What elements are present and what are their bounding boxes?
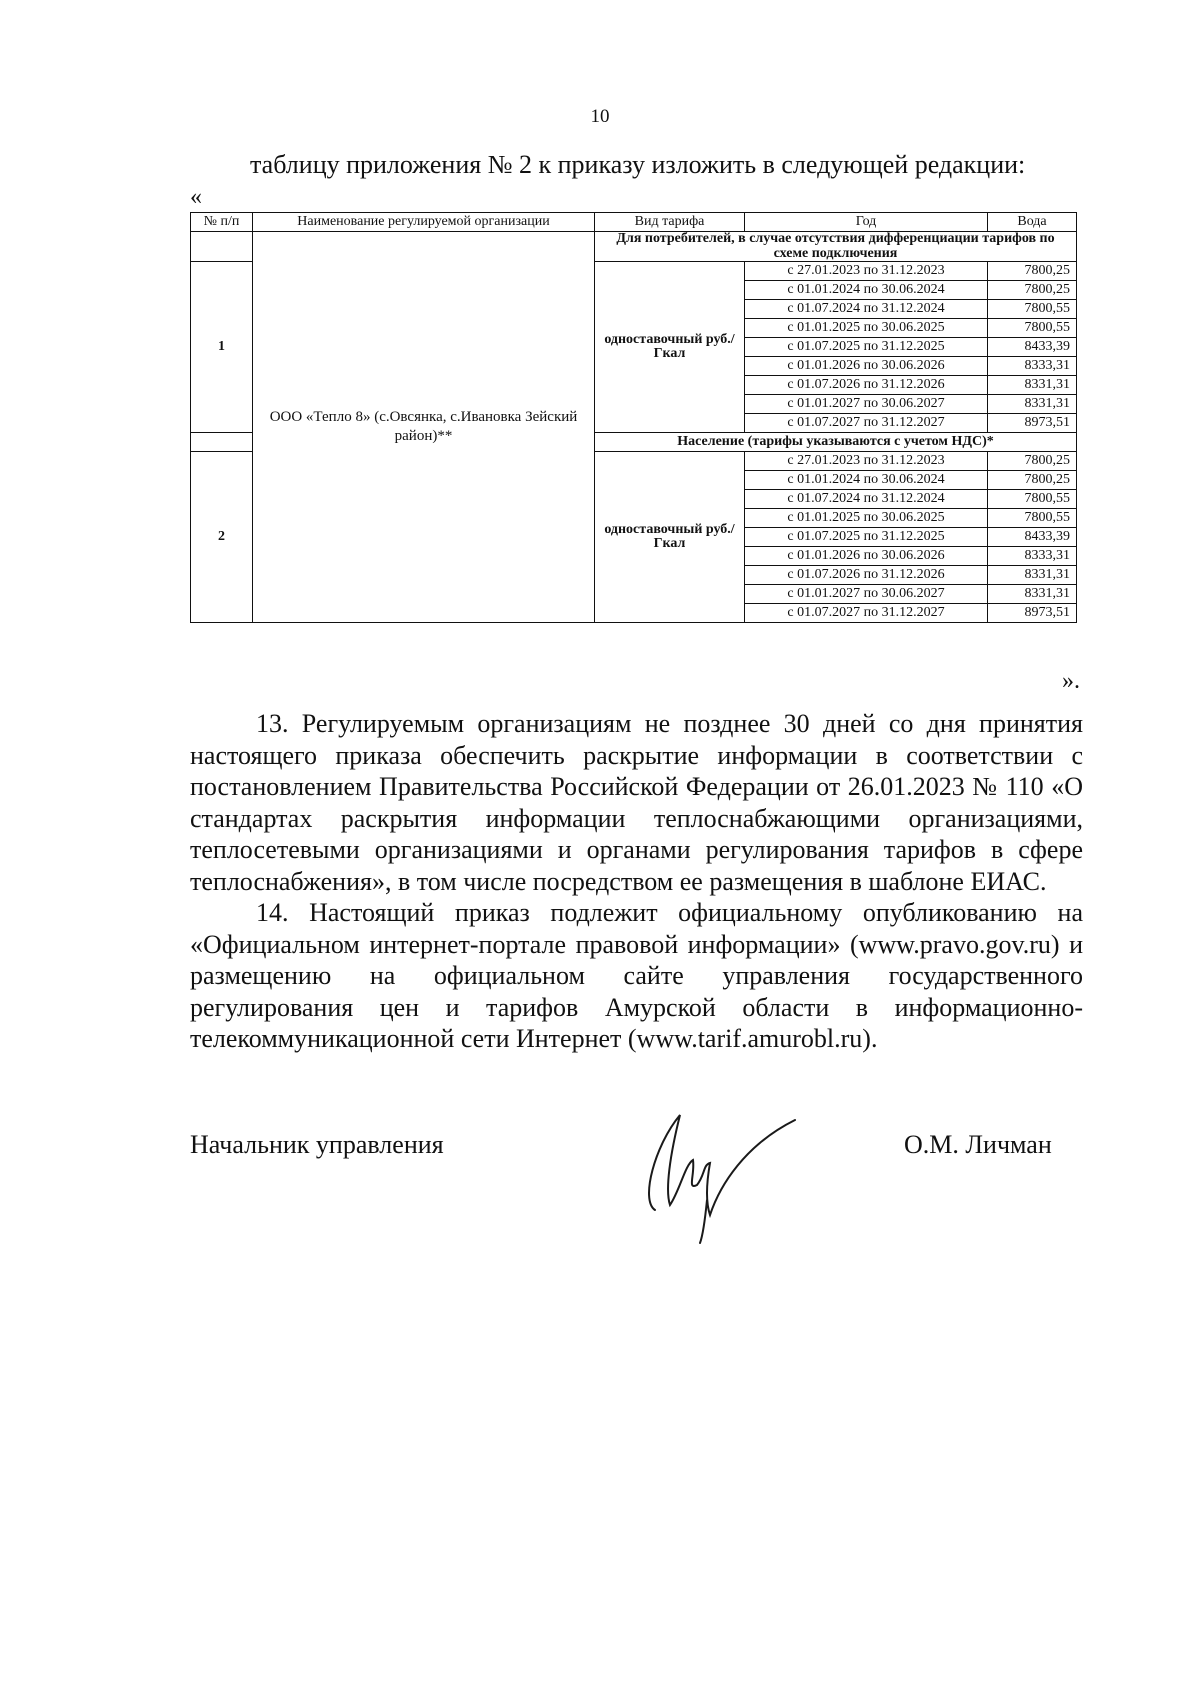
header-water: Вода (988, 213, 1077, 232)
period-cell: с 01.07.2024 по 31.12.2024 (745, 490, 988, 509)
water-value-cell: 7800,55 (988, 300, 1077, 319)
signatory-name: О.М. Личман (904, 1130, 1052, 1159)
period-cell: с 01.07.2026 по 31.12.2026 (745, 566, 988, 585)
header-organization: Наименование регулируемой организации (253, 213, 595, 232)
period-cell: с 01.01.2026 по 30.06.2026 (745, 547, 988, 566)
water-value-cell: 8333,31 (988, 547, 1077, 566)
number-cell-empty (191, 232, 253, 262)
group-heading: Население (тарифы указываются с учетом НДС)* (595, 433, 1077, 452)
period-cell: с 01.07.2026 по 31.12.2026 (745, 376, 988, 395)
period-cell: с 01.01.2026 по 30.06.2026 (745, 357, 988, 376)
water-value-cell: 7800,25 (988, 262, 1077, 281)
period-cell: с 01.01.2025 по 30.06.2025 (745, 509, 988, 528)
water-value-cell: 8333,31 (988, 357, 1077, 376)
header-number: № п/п (191, 213, 253, 232)
water-value-cell: 8331,31 (988, 585, 1077, 604)
period-cell: с 01.01.2025 по 30.06.2025 (745, 319, 988, 338)
row-number: 2 (191, 452, 253, 623)
organization-cell: ООО «Тепло 8» (с.Овсянка, с.Ивановка Зейский район)** (253, 232, 595, 623)
order-paragraphs (190, 708, 1083, 1055)
water-value-cell: 8973,51 (988, 604, 1077, 623)
period-cell: с 01.07.2025 по 31.12.2025 (745, 528, 988, 547)
period-cell: с 01.07.2027 по 31.12.2027 (745, 604, 988, 623)
page-number: 10 (590, 106, 610, 127)
quote-close: ». (1062, 668, 1080, 694)
period-cell: с 01.07.2024 по 31.12.2024 (745, 300, 988, 319)
water-value-cell: 7800,55 (988, 490, 1077, 509)
table-header-row (191, 213, 1077, 232)
water-value-cell: 7800,25 (988, 471, 1077, 490)
water-value-cell: 8331,31 (988, 566, 1077, 585)
intro-text: таблицу приложения № 2 к приказу изложить в следующей редакции: (250, 150, 1026, 179)
tariff-type-cell: одноставочный руб./Гкал (595, 452, 745, 623)
water-value-cell: 8973,51 (988, 414, 1077, 433)
group-heading-row (191, 232, 1077, 262)
group-heading: Для потребителей, в случае отсутствия дифференциации тарифов по схеме подключения (595, 232, 1077, 262)
period-cell: с 01.01.2027 по 30.06.2027 (745, 585, 988, 604)
header-tariff-type: Вид тарифа (595, 213, 745, 232)
water-value-cell: 8433,39 (988, 338, 1077, 357)
period-cell: с 27.01.2023 по 31.12.2023 (745, 452, 988, 471)
water-value-cell: 8331,31 (988, 395, 1077, 414)
handwritten-signature (635, 1105, 825, 1245)
water-value-cell: 8433,39 (988, 528, 1077, 547)
water-value-cell: 7800,25 (988, 452, 1077, 471)
tariff-type-cell: одноставочный руб./Гкал (595, 262, 745, 433)
paragraph-13: 13. Регулируемым организациям не позднее 30 дней со дня принятия настоящего приказа обеспечить раскрытие информации в соответствии с постановлением Правительства Российской Федерации от 26.01.2023 № 110 «О стандартах раскрытия информации теплоснабжающими организациями, теплосетевыми организациями и органами регулирования тарифов в сфере теплоснабжения», в том числе посредством ее размещения в шаблоне ЕИАС. (190, 709, 1083, 896)
period-cell: с 01.07.2027 по 31.12.2027 (745, 414, 988, 433)
row-number: 1 (191, 262, 253, 433)
water-value-cell: 8331,31 (988, 376, 1077, 395)
paragraph-14: 14. Настоящий приказ подлежит официальному опубликованию на «Официальном интернет-портале правовой информации» (www.pravo.gov.ru) и размещению на официальном сайте управления государственного регулирования цен и тарифов Амурской области в информационно-телекоммуникационной сети Интернет (www.tarif.amurobl.ru). (190, 898, 1083, 1053)
number-cell-empty (191, 433, 253, 452)
period-cell: с 27.01.2023 по 31.12.2023 (745, 262, 988, 281)
period-cell: с 01.01.2027 по 30.06.2027 (745, 395, 988, 414)
period-cell: с 01.01.2024 по 30.06.2024 (745, 471, 988, 490)
period-cell: с 01.01.2024 по 30.06.2024 (745, 281, 988, 300)
quote-open: « (190, 184, 202, 210)
water-value-cell: 7800,55 (988, 509, 1077, 528)
signatory-title: Начальник управления (190, 1130, 444, 1159)
water-value-cell: 7800,25 (988, 281, 1077, 300)
water-value-cell: 7800,55 (988, 319, 1077, 338)
tariff-table (190, 212, 1077, 623)
header-year: Год (745, 213, 988, 232)
period-cell: с 01.07.2025 по 31.12.2025 (745, 338, 988, 357)
